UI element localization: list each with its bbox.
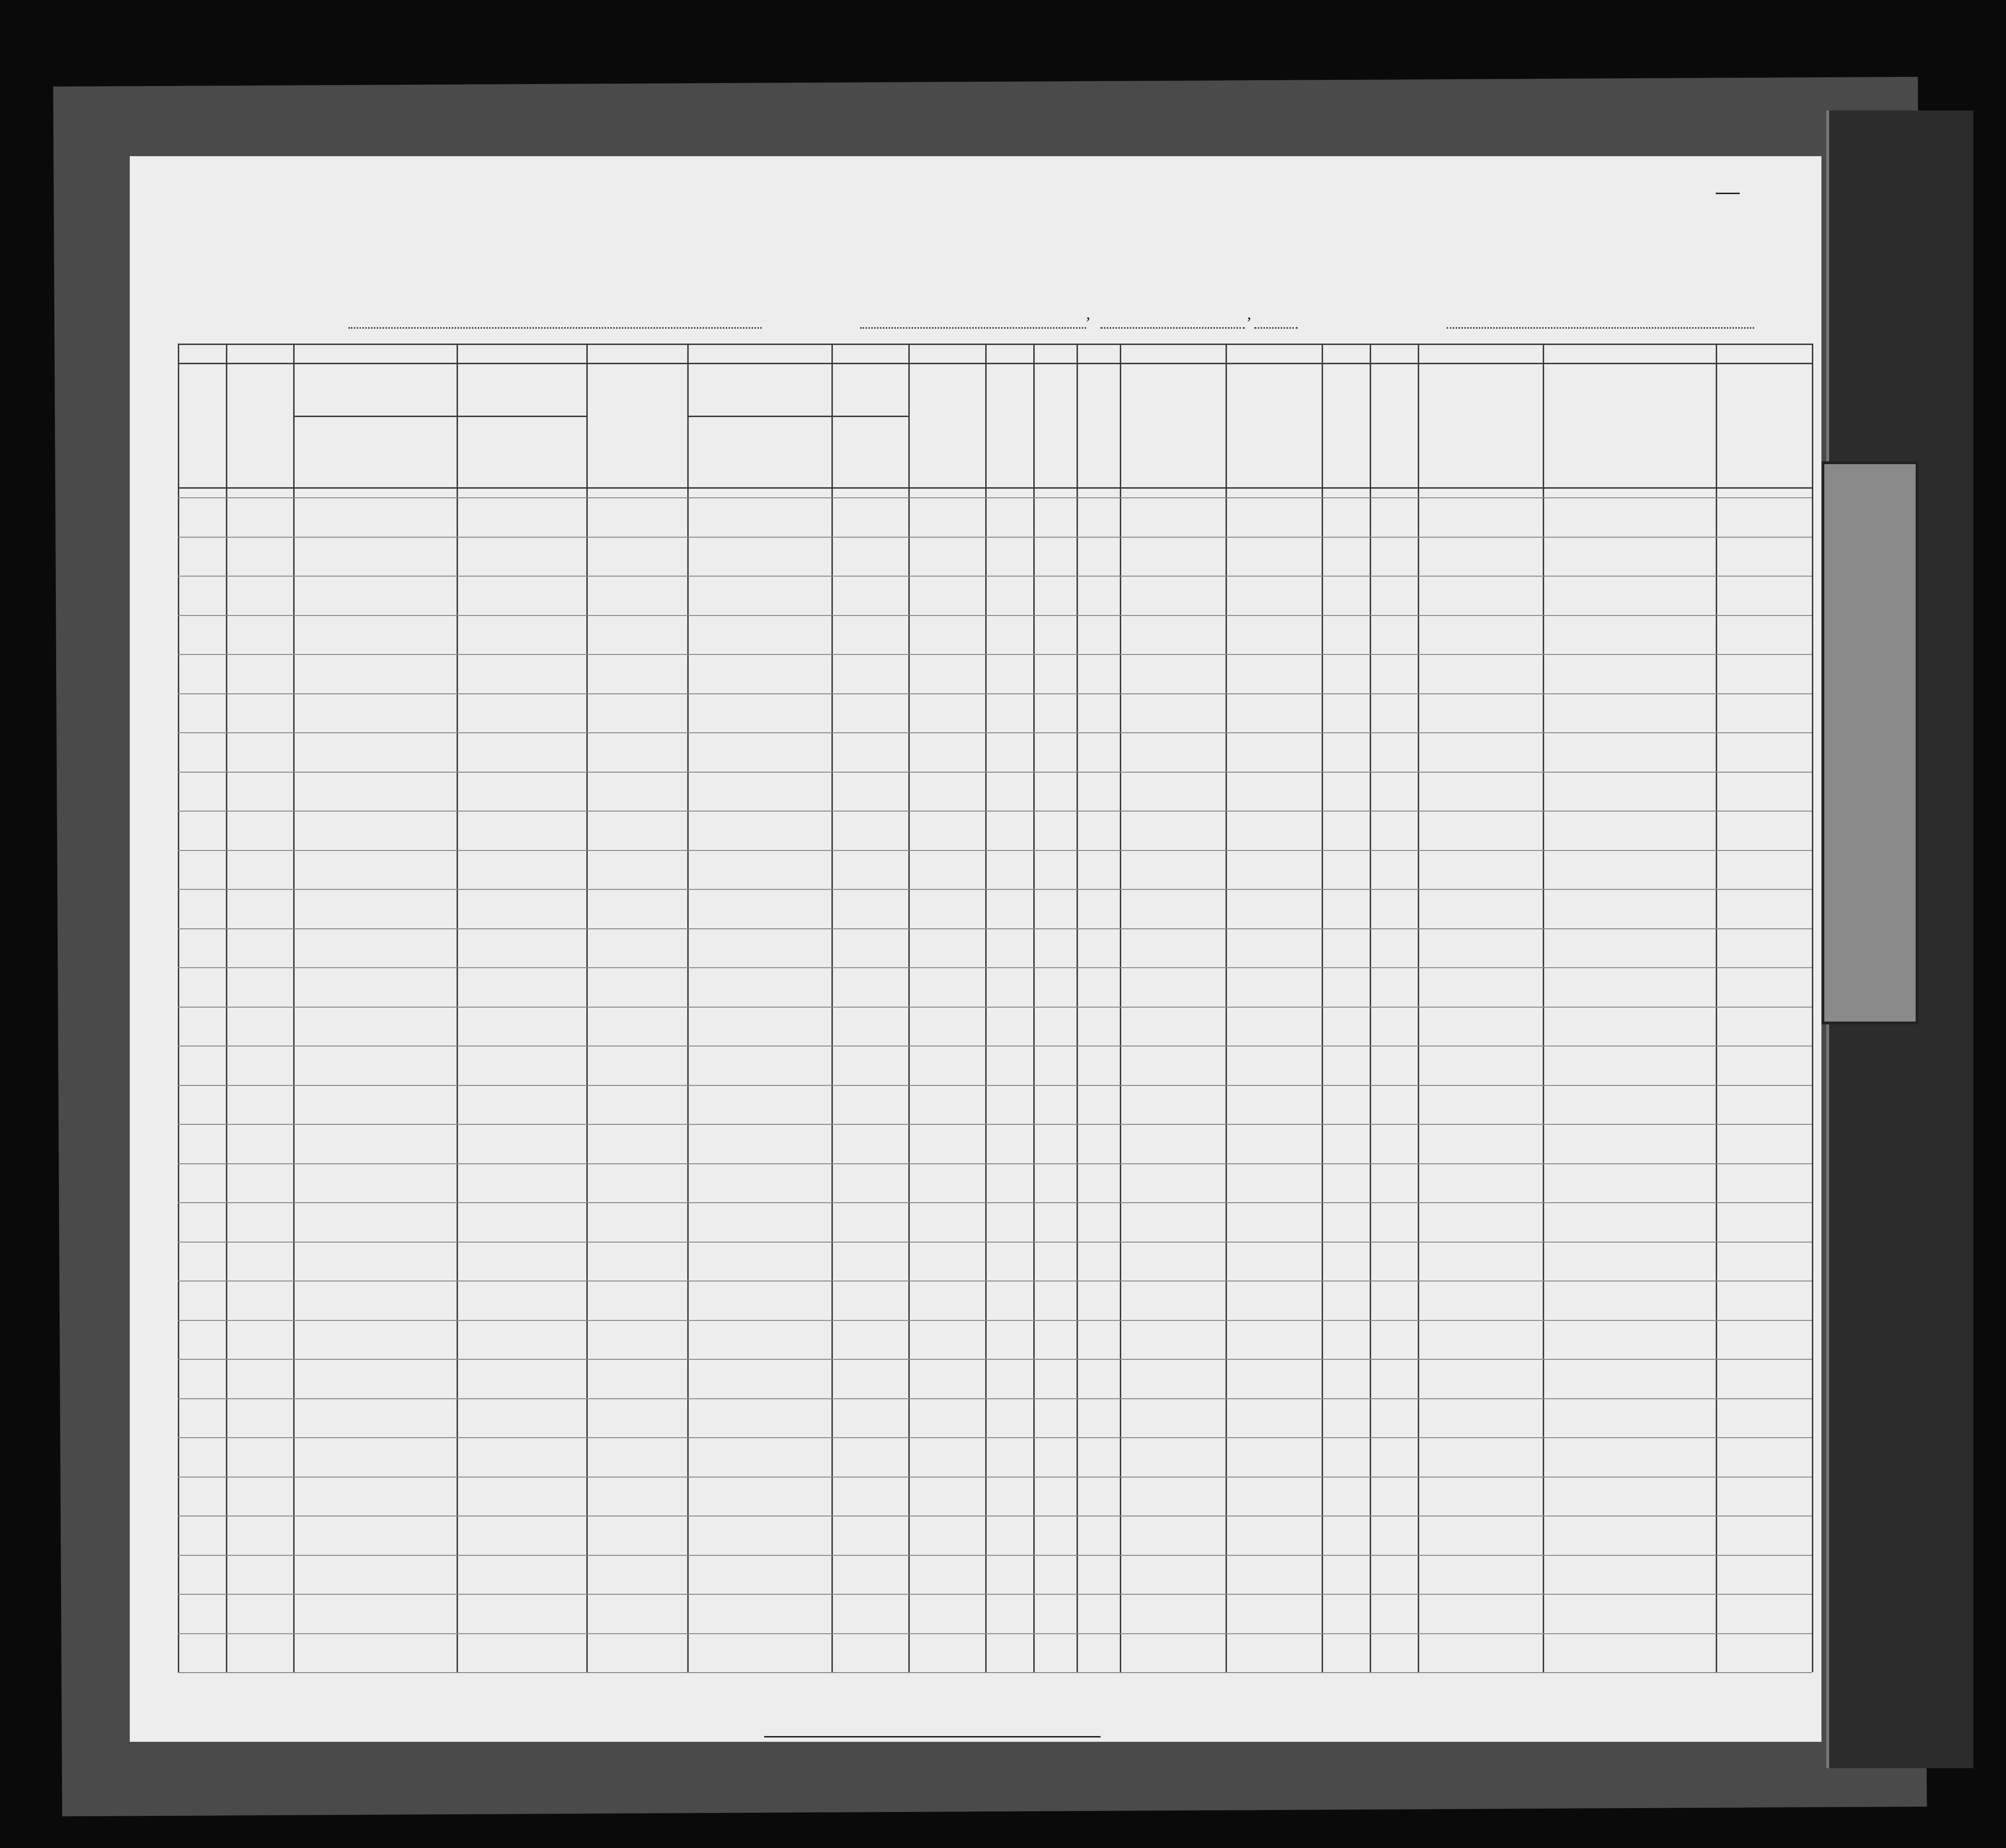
table-column-rule (1418, 344, 1419, 1672)
signature-line (764, 1736, 1101, 1737)
table-row-rule (178, 732, 1812, 733)
table-row-rule (178, 850, 1812, 851)
table-column-rule (1226, 344, 1227, 1672)
table-row-rule (178, 1202, 1812, 1203)
table-row-rule (178, 693, 1812, 694)
table-row-rule (178, 967, 1812, 968)
table-column-rule (985, 344, 987, 1672)
table-column-rule (1033, 344, 1035, 1672)
table-column-rule (178, 344, 179, 1672)
table-row-rule (178, 1515, 1812, 1516)
table-column-rule (1716, 344, 1717, 1672)
table-row-rule (178, 654, 1812, 655)
table-row-rule (178, 1124, 1812, 1125)
table-column-rule (293, 344, 295, 1672)
manifest-sheet (130, 156, 1821, 1742)
table-row-rule (178, 1633, 1812, 1634)
table-column-rule (1370, 344, 1371, 1672)
footer-lines (178, 1694, 1812, 1742)
arrival-date (1101, 306, 1245, 329)
table-row-rule (178, 497, 1812, 498)
table-header-rule (178, 344, 1812, 345)
table-row-rule (178, 1085, 1812, 1086)
table-row-rule (178, 1477, 1812, 1478)
table-row-rule (178, 1359, 1812, 1360)
sheet-number-field (1716, 183, 1740, 198)
table-row-rule (178, 1672, 1812, 1673)
table-column-rule (226, 344, 227, 1672)
table-column-rule (1077, 344, 1078, 1672)
table-column-rule (1543, 344, 1544, 1672)
table-row-rule (178, 1437, 1812, 1438)
table-header-rule (178, 487, 1812, 489)
table-row-rule (178, 1320, 1812, 1321)
table-row-rule (178, 1555, 1812, 1556)
subheader-rule (293, 416, 586, 417)
table-column-rule (1812, 344, 1813, 1672)
table-row-rule (178, 615, 1812, 616)
table-row-rule (178, 576, 1812, 577)
subheader-rule (687, 416, 908, 417)
table-row-rule (178, 1007, 1812, 1008)
table-column-rule (1322, 344, 1323, 1672)
table-row-rule (178, 1594, 1812, 1595)
table-row-rule (178, 1046, 1812, 1047)
table-row-rule (178, 811, 1812, 812)
table-row-rule (178, 928, 1812, 929)
table-row-rule (178, 537, 1812, 538)
sheet-number-value (1716, 193, 1740, 194)
table-row-rule (178, 889, 1812, 890)
table-column-rule (1120, 344, 1121, 1672)
vessel-info-line: , , (293, 305, 1754, 330)
crew-manifest-table (178, 344, 1812, 1689)
table-row-rule (178, 1398, 1812, 1399)
arrival-year (1254, 306, 1298, 329)
table-column-rule (586, 344, 588, 1672)
table-row-rule (178, 1242, 1812, 1243)
vessel-name (348, 306, 762, 329)
table-row-rule (178, 772, 1812, 773)
table-column-rule (687, 344, 689, 1672)
arrival-port (860, 306, 1086, 329)
underlying-sheet-tab (1821, 461, 1919, 1024)
table-column-rule (831, 344, 833, 1672)
table-row-rule (178, 1163, 1812, 1164)
table-column-rule (457, 344, 458, 1672)
departure-port (1447, 306, 1754, 329)
table-header-rule (178, 363, 1812, 364)
table-column-rule (908, 344, 910, 1672)
